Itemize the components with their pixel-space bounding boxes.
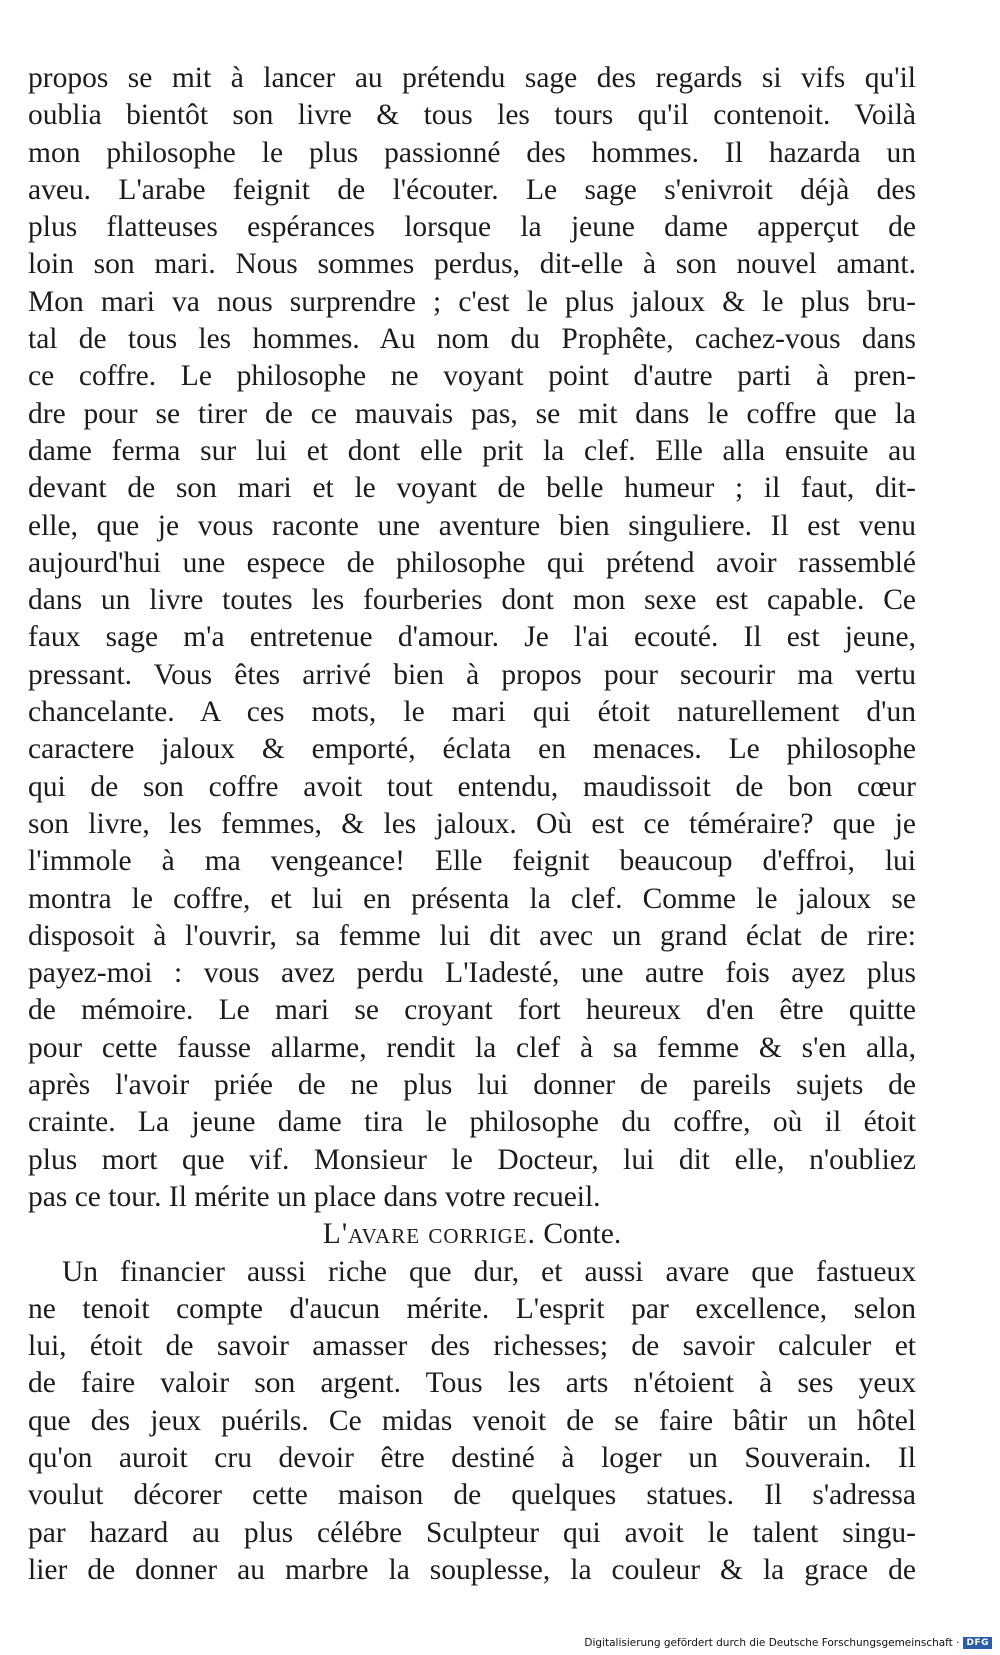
text-line: mon philosophe le plus passionné des hommes. Il hazarda un xyxy=(28,136,916,169)
text-line: qu'on auroit cru devoir être destiné à loger un Souverain. Il xyxy=(28,1441,916,1474)
text-line: loin son mari. Nous sommes perdus, dit-elle à son nouvel amant. xyxy=(28,248,916,281)
book-page xyxy=(28,60,916,1589)
text-line: son livre, les femmes, & les jaloux. Où est ce téméraire? que je xyxy=(28,807,916,840)
text-line: de mémoire. Le mari se croyant fort heureux d'en être quitte xyxy=(28,994,916,1027)
text-line: disposoit à l'ouvrir, sa femme lui dit avec un grand éclat de rire: xyxy=(28,919,916,952)
text-line: chancelante. A ces mots, le mari qui étoit naturellement d'un xyxy=(28,696,916,729)
text-line: ne tenoit compte d'aucun mérite. L'esprit par excellence, selon xyxy=(28,1292,916,1325)
text-line: pas ce tour. Il mérite un place dans votre recueil. xyxy=(28,1180,601,1213)
text-line: propos se mit à lancer au prétendu sage des regards si vifs qu'il xyxy=(28,62,916,94)
footer-credit: Digitalisierung gefördert durch die Deutsche Forschungsgemeinschaft · xyxy=(584,1637,960,1649)
text-line: lier de donner au marbre la souplesse, la couleur & la grace de xyxy=(28,1553,916,1586)
text-line: de faire valoir son argent. Tous les arts n'étoient à ses yeux xyxy=(28,1367,916,1400)
text-line: qui de son coffre avoit tout entendu, maudissoit de bon cœur xyxy=(28,770,916,803)
chapter-heading xyxy=(28,1216,916,1253)
heading-conte: Conte. xyxy=(543,1218,622,1251)
text-line: tal de tous les hommes. Au nom du Prophête, cachez-vous dans xyxy=(28,323,916,356)
text-line: dame ferma sur lui et dont elle prit la clef. Elle alla ensuite au xyxy=(28,434,916,467)
text-line: elle, que je vous raconte une aventure bien singuliere. Il est venu xyxy=(28,509,916,542)
text-line: crainte. La jeune dame tira le philosophe du coffre, où il étoit xyxy=(28,1106,916,1139)
digitization-footer xyxy=(584,1637,992,1649)
text-line: par hazard au plus célébre Sculpteur qui avoit le talent singu- xyxy=(28,1516,916,1549)
text-line: pour cette fausse allarme, rendit la clef à sa femme & s'en alla, xyxy=(28,1031,916,1064)
text-line: après l'avoir priée de ne plus lui donner de pareils sujets de xyxy=(28,1069,916,1102)
text-line: Mon mari va nous surprendre ; c'est le plus jaloux & le plus bru- xyxy=(28,285,916,318)
dfg-logo: DFG xyxy=(963,1637,992,1649)
text-line: que des jeux puérils. Ce midas venoit de se faire bâtir un hôtel xyxy=(28,1404,916,1437)
text-line: pressant. Vous êtes arrivé bien à propos pour secourir ma vertu xyxy=(28,658,916,691)
text-line: ce coffre. Le philosophe ne voyant point d'autre parti à pren- xyxy=(28,360,916,393)
text-line: faux sage m'a entretenue d'amour. Je l'ai ecouté. Il est jeune, xyxy=(28,621,916,654)
text-line: caractere jaloux & emporté, éclata en menaces. Le philosophe xyxy=(28,733,916,766)
text-line: voulut décorer cette maison de quelques statues. Il s'adressa xyxy=(28,1479,916,1512)
text-line: lui, étoit de savoir amasser des richesses; de savoir calculer et xyxy=(28,1330,916,1363)
text-line: plus flatteuses espérances lorsque la jeune dame apperçut de xyxy=(28,211,916,244)
text-line: dans un livre toutes les fourberies dont mon sexe est capable. Ce xyxy=(28,584,916,617)
story-text-block-2 xyxy=(28,1254,916,1590)
text-line: devant de son mari et le voyant de belle humeur ; il faut, dit- xyxy=(28,472,916,505)
text-line: aujourd'hui une espece de philosophe qui prétend avoir rassemblé xyxy=(28,546,916,579)
text-line: l'immole à ma vengeance! Elle feignit beaucoup d'effroi, lui xyxy=(28,845,916,878)
text-line: payez-moi : vous avez perdu L'Iadesté, une autre fois ayez plus xyxy=(28,957,916,990)
text-line: Un financier aussi riche que dur, et aussi avare que fastueux xyxy=(62,1255,916,1288)
text-line: plus mort que vif. Monsieur le Docteur, lui dit elle, n'oubliez xyxy=(28,1143,916,1176)
text-line: dre pour se tirer de ce mauvais pas, se mit dans le coffre que la xyxy=(28,397,916,430)
text-line: montra le coffre, et lui en présenta la clef. Comme le jaloux se xyxy=(28,882,916,915)
heading-title: L'avare corrige. xyxy=(322,1218,536,1251)
text-line: oublia bientôt son livre & tous les tours qu'il contenoit. Voilà xyxy=(28,99,916,132)
story-text-block xyxy=(28,60,916,1216)
text-line: aveu. L'arabe feignit de l'écouter. Le sage s'enivroit déjà des xyxy=(28,173,916,206)
